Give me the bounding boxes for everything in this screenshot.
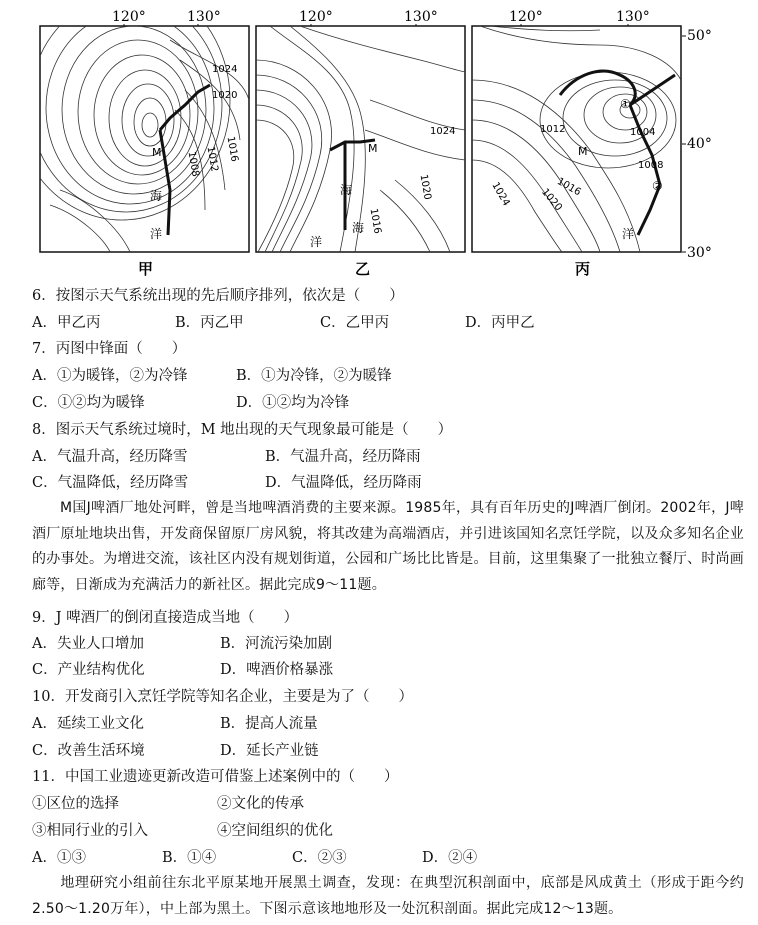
- q6-option-b[interactable]: B．丙乙甲: [175, 315, 244, 331]
- marker-m: M: [368, 142, 378, 155]
- sea-label: 洋: [622, 227, 635, 241]
- isobar-label: 1012: [540, 124, 566, 135]
- caption-bing: 丙: [575, 260, 591, 278]
- sea-label: 洋: [310, 235, 323, 249]
- q11-option-c[interactable]: C．②③: [292, 850, 347, 866]
- panel-jia-map: [14, 0, 249, 252]
- passage-brewery: [32, 496, 744, 598]
- q9-option-c[interactable]: C．产业结构优化: [32, 662, 145, 678]
- sea-label: 海: [340, 183, 353, 197]
- q6-option-c[interactable]: C．乙甲丙: [320, 315, 390, 331]
- isobar-label: 1008: [638, 160, 664, 171]
- q8-option-b[interactable]: B．气温升高，经历降雨: [265, 449, 421, 465]
- q10-option-b[interactable]: B．提高人流量: [220, 716, 318, 732]
- isobar-label: 1008: [185, 150, 201, 178]
- sea-label: 洋: [150, 227, 163, 241]
- front-label-1: ①: [620, 97, 631, 111]
- question-8-stem: 8．图示天气系统过境时，M 地出现的天气现象最可能是（ ）: [32, 422, 453, 438]
- caption-yi: 乙: [355, 260, 371, 278]
- passage-blacksoil: [32, 871, 744, 922]
- panel-yi-map: [256, 26, 465, 252]
- lon-label-130-a: 130°: [187, 9, 221, 25]
- sea-label: 海: [150, 189, 163, 203]
- sea-label: 海: [352, 221, 365, 235]
- lat-label-40: 40°: [687, 136, 712, 152]
- question-11-stem: 11．中国工业遗迹更新改造可借鉴上述案例中的（ ）: [32, 769, 399, 785]
- q8-option-d[interactable]: D．气温降低，经历降雨: [265, 475, 422, 491]
- q6-option-a[interactable]: A．甲乙丙: [32, 315, 101, 331]
- caption-jia: 甲: [138, 260, 154, 278]
- q9-option-b[interactable]: B．河流污染加剧: [220, 636, 333, 652]
- q10-option-c[interactable]: C．改善生活环境: [32, 743, 145, 759]
- q11-item-1: ①区位的选择: [32, 796, 119, 812]
- lat-label-50: 50°: [687, 28, 712, 44]
- passage-brewery-text: M国J啤酒厂地处河畔，曾是当地啤酒消费的主要来源。1985年，具有百年历史的J啤酒厂倒闭。2002年，J啤酒厂原址地块出售，开发商保留原厂房风貌，将其改建为高端酒店，并引进该国知名烹饪学院，以及众多知名企业的办事处。为增进交流，该社区内没有规划街道，公园和广场比比皆是。目前，这里集聚了一批独立餐厅、时尚画廊等，日渐成为充满活力的新社区。据此完成9～11题。: [32, 500, 744, 593]
- q11-option-b[interactable]: B．①④: [162, 850, 217, 866]
- q7-option-a[interactable]: A．①为暖锋，②为冷锋: [32, 368, 188, 384]
- q6-option-d[interactable]: D．丙甲乙: [465, 315, 535, 331]
- q10-option-a[interactable]: A．延续工业文化: [32, 716, 144, 732]
- q7-option-d[interactable]: D．①②均为冷锋: [236, 395, 350, 411]
- isobar-label: 1020: [417, 173, 433, 201]
- q9-option-a[interactable]: A．失业人口增加: [32, 636, 144, 652]
- q10-option-d[interactable]: D．延长产业链: [220, 743, 319, 759]
- front-label-2: ②: [652, 179, 663, 193]
- isobar-label: 1016: [367, 207, 383, 235]
- weather-maps-svg: [0, 0, 758, 282]
- isobar-label: 1016: [224, 135, 240, 163]
- lon-label-120-c: 120°: [509, 9, 543, 25]
- q11-item-3: ③相同行业的引入: [32, 823, 148, 839]
- isobar-label: 1016: [555, 176, 583, 199]
- q11-item-2: ②文化的传承: [217, 796, 304, 812]
- isobar-label: 1024: [212, 64, 238, 75]
- isobar-label: 1004: [630, 127, 656, 138]
- passage-blacksoil-text: 地理研究小组前往东北平原某地开展黑土调查，发现：在典型沉积剖面中，底部是风成黄土（形成于距今约2.50～1.20万年），中上部为黑土。下图示意该地地形及一处沉积剖面。据此完成12～13题。: [32, 875, 744, 917]
- weather-maps-figure: [0, 0, 758, 282]
- lon-label-130-c: 130°: [616, 9, 650, 25]
- isobar-label: 1012: [204, 145, 220, 173]
- q11-option-a[interactable]: A．①③: [32, 850, 86, 866]
- marker-m: M: [578, 145, 588, 158]
- q9-option-d[interactable]: D．啤酒价格暴涨: [220, 662, 334, 678]
- isobar-label: 1024: [489, 180, 512, 209]
- question-6-stem: 6．按图示天气系统出现的先后顺序排列，依次是（ ）: [32, 288, 404, 304]
- question-10-stem: 10．开发商引入烹饪学院等知名企业，主要是为了（ ）: [32, 689, 413, 705]
- isobar-label: 1020: [539, 186, 564, 214]
- q11-option-d[interactable]: D．②④: [422, 850, 478, 866]
- q11-item-4: ④空间组织的优化: [217, 823, 333, 839]
- lon-label-130-b: 130°: [404, 9, 438, 25]
- q7-option-b[interactable]: B．①为冷锋，②为暖锋: [236, 368, 392, 384]
- q7-option-c[interactable]: C．①②均为暖锋: [32, 395, 145, 411]
- marker-m: M: [152, 146, 162, 159]
- lat-label-30: 30°: [687, 245, 712, 261]
- lon-label-120-a: 120°: [112, 9, 146, 25]
- question-9-stem: 9．J 啤酒厂的倒闭直接造成当地（ ）: [32, 610, 299, 626]
- q8-option-a[interactable]: A．气温升高，经历降雪: [32, 449, 188, 465]
- isobar-label: 1020: [212, 90, 238, 101]
- q8-option-c[interactable]: C．气温降低，经历降雪: [32, 475, 189, 491]
- question-7-stem: 7．丙图中锋面（ ）: [32, 341, 187, 357]
- isobar-label: 1024: [430, 126, 456, 137]
- panel-bing-map: [472, 26, 681, 252]
- lon-label-120-b: 120°: [299, 9, 333, 25]
